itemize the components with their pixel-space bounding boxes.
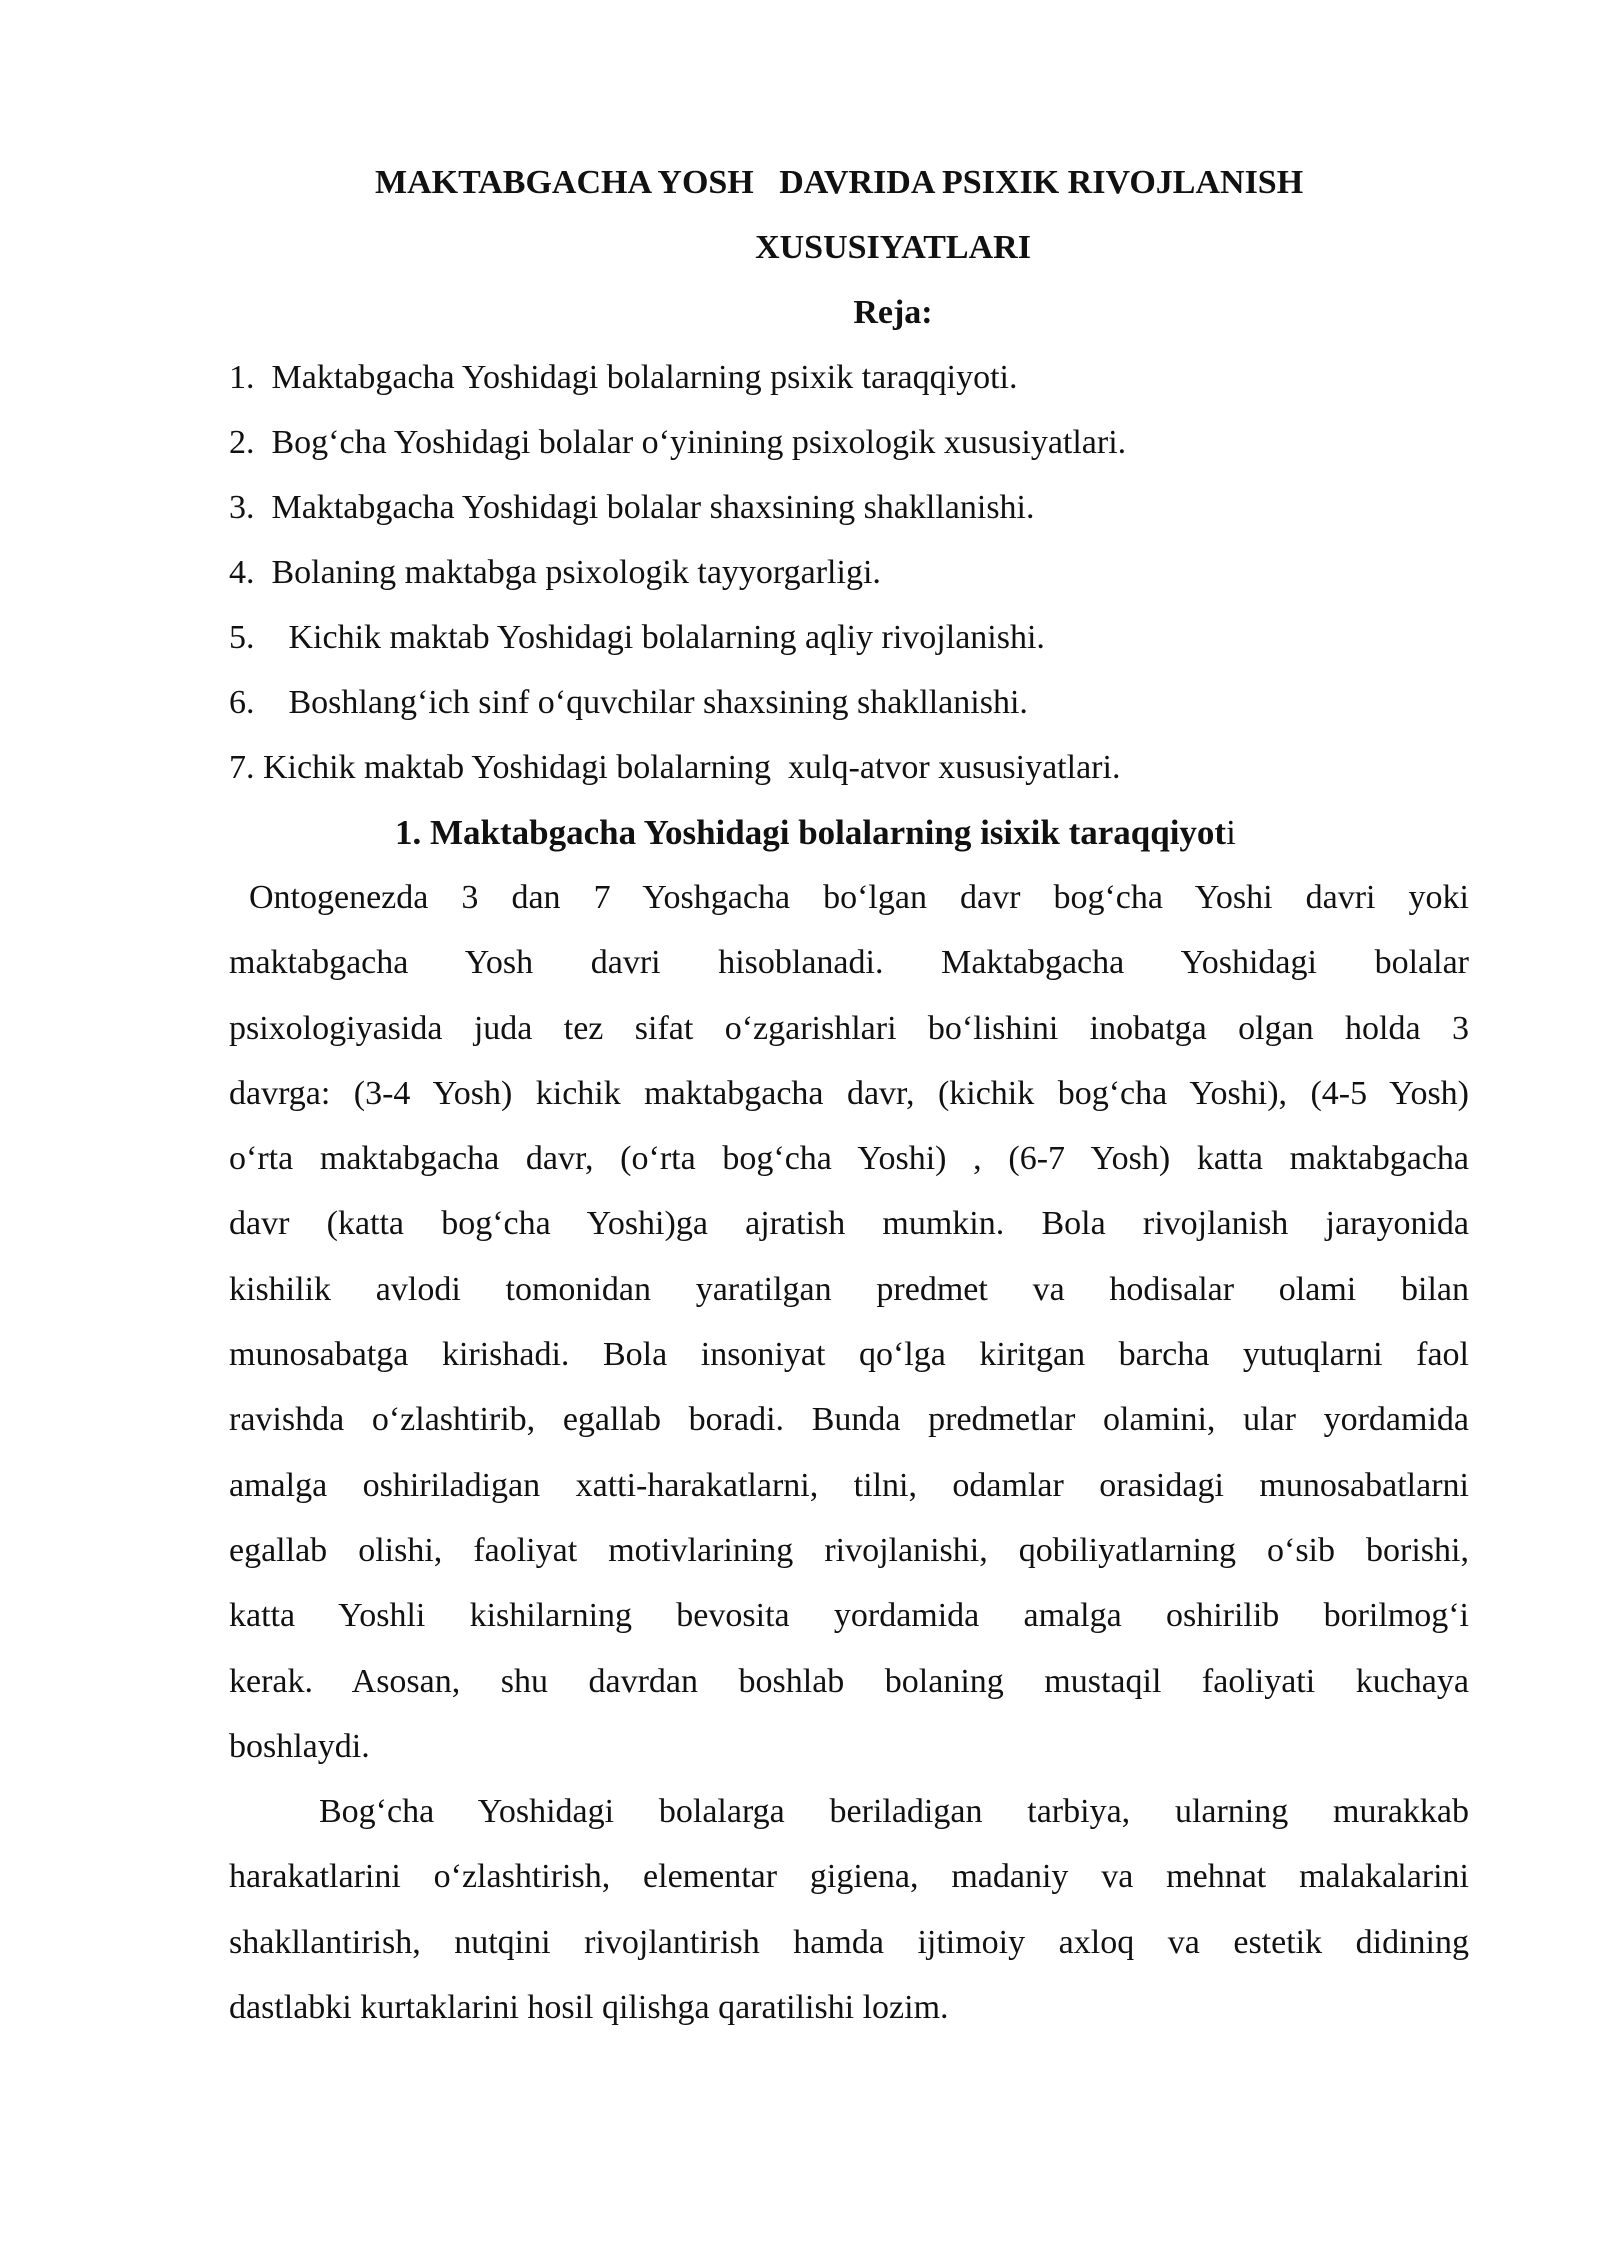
paragraph-line: Bog‘cha Yoshidagi bolalarga beriladigan tarbiya, ularning murakkab (319, 1793, 1469, 1831)
plan-item: 1. Maktabgacha Yoshidagi bolalarning psixik taraqqiyoti. (229, 359, 1018, 396)
plan-item: 2. Bog‘cha Yoshidagi bolalar o‘yinining psixologik xususiyatlari. (229, 424, 1127, 461)
paragraph-line: dastlabki kurtaklarini hosil qilishga qaratilishi lozim. (229, 1989, 949, 2027)
plan-item: 5. Kichik maktab Yoshidagi bolalarning aqliy rivojlanishi. (229, 619, 1045, 656)
paragraph-line: amalga oshiriladigan xatti-harakatlarni, tilni, odamlar orasidagi munosabatlarni (229, 1466, 1469, 1504)
paragraph-line: davrga: (3-4 Yosh) kichik maktabgacha davr, (kichik bog‘cha Yoshi), (4-5 Yosh) (229, 1074, 1469, 1112)
paragraph-line: egallab olishi, faoliyat motivlarining rivojlanishi, qobiliyatlarning o‘sib borishi, (229, 1531, 1469, 1569)
paragraph-1 (229, 865, 1469, 1779)
plan-item: 3. Maktabgacha Yoshidagi bolalar shaxsining shakllanishi. (229, 489, 1035, 526)
paragraph-line: maktabgacha Yosh davri hisoblanadi. Maktabgacha Yoshidagi bolalar (229, 944, 1469, 982)
paragraph-line: psixologiyasida juda tez sifat o‘zgarishlari bo‘lishini inobatga olgan holda 3 (229, 1009, 1469, 1047)
paragraph-line: shakllantirish, nutqini rivojlantirish hamda ijtimoiy axloq va estetik didining (229, 1923, 1469, 1961)
section-1-heading-tail: i (1226, 813, 1236, 852)
paragraph-line: kishilik avlodi tomonidan yaratilgan predmet va hodisalar olami bilan (229, 1270, 1469, 1308)
paragraph-line: kerak. Asosan, shu davrdan boshlab bolaning mustaqil faoliyati kuchaya (229, 1662, 1469, 1700)
plan-item: 4. Bolaning maktabga psixologik tayyorgarligi. (229, 554, 881, 591)
paragraph-2 (229, 1779, 1469, 2040)
paragraph-line: ravishda o‘zlashtirib, egallab boradi. Bunda predmetlar olamini, ular yordamida (229, 1401, 1469, 1439)
document-page (229, 150, 1469, 2040)
paragraph-line: Ontogenezda 3 dan 7 Yoshgacha bo‘lgan davr bog‘cha Yoshi davri yoki (249, 879, 1469, 916)
paragraph-line: davr (katta bog‘cha Yoshi)ga ajratish mumkin. Bola rivojlanish jarayonida (229, 1205, 1469, 1243)
document-title-line-2: XUSUSIYATLARI (755, 229, 1031, 266)
plan-item: 6. Boshlang‘ich sinf o‘quvchilar shaxsining shakllanishi. (229, 684, 1028, 721)
paragraph-line: harakatlarini o‘zlashtirish, elementar gigiena, madaniy va mehnat malakalarini (229, 1858, 1469, 1896)
plan-item: 7. Kichik maktab Yoshidagi bolalarning xulq-atvor xususiyatlari. (229, 749, 1121, 786)
paragraph-line: munosabatga kirishadi. Bola insoniyat qo‘lga kiritgan barcha yutuqlarni faol (229, 1336, 1469, 1374)
paragraph-line: katta Yoshli kishilarning bevosita yordamida amalga oshirilib borilmog‘i (229, 1597, 1469, 1635)
section-1-heading-text: 1. Maktabgacha Yoshidagi bolalarning isixik taraqqiyot (395, 813, 1227, 852)
document-title-line-1: MAKTABGACHA YOSH DAVRIDA PSIXIK RIVOJLANISH (375, 164, 1304, 201)
plan-list (229, 345, 1469, 800)
paragraph-line: boshlaydi. (229, 1727, 370, 1765)
paragraph-line: o‘rta maktabgacha davr, (o‘rta bog‘cha Yoshi) , (6-7 Yosh) katta maktabgacha (229, 1140, 1469, 1178)
plan-heading: Reja: (853, 294, 933, 331)
section-1-heading (229, 800, 1469, 865)
